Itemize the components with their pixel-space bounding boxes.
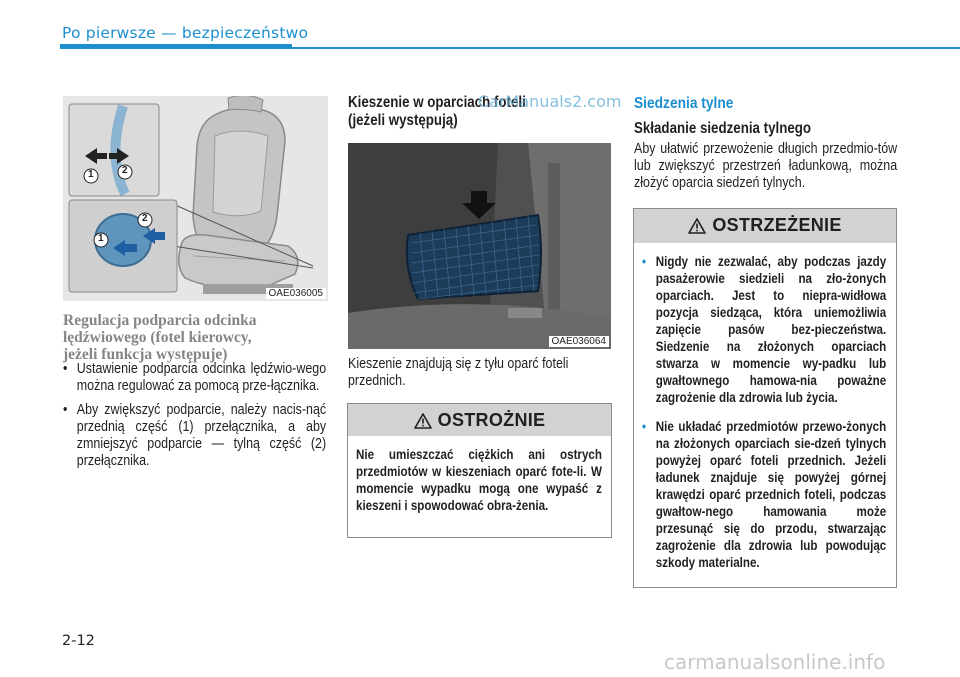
list-item: • Nigdy nie zezwalać, aby podczas jazdy pasażerowie siedzieli na zło-żonych oparciach. Jest to niepra-widłowa pozycja siedząca, która uniemożliwia zapięcie pasów bez-pieczeństwa. Siedzenie na złożonych oparciach stwarza w momencie wy-padku lub gwałtownego hamowa-nia poważne zagrożenie dla zdrowia lub życia. — [642, 253, 886, 406]
warning-triangle-icon — [414, 413, 432, 429]
watermark-top: CarManuals2.com — [478, 92, 622, 111]
warning-title: OSTRZEŻENIE — [712, 215, 842, 235]
page-number: 2-12 — [62, 633, 95, 649]
seat-illustration — [63, 96, 328, 301]
seatback-pocket-title: Kieszenie w oparciach foteli (jeżeli występują) — [348, 94, 526, 129]
list-item: • Nie układać przedmiotów przewo-żonych na złożonych oparciach sie-dzeń tylnych powyżej oparć foteli przednich. Jeżeli ładunek znajduje się powyżej górnej krawędzi oparć przednich foteli, podczas gwałtow-nego hamowania może przesunąć się do przodu, stwarzając zagrożenie dla zdrowia lub powodując szkody materialne. — [642, 418, 886, 571]
header-rule — [60, 47, 960, 49]
warning-header — [634, 209, 896, 243]
caution-box — [347, 403, 612, 538]
caution-text: Nie umieszczać ciężkich ani ostrych przedmiotów w kieszeniach oparć fote-li. W momencie wypadku mogą one wypaść z kieszeni i spowodować obra-żenia. — [356, 447, 602, 513]
watermark-bottom: carmanualsonline.info — [664, 650, 886, 674]
lumbar-instructions — [63, 361, 326, 470]
callout-number-2: 2 — [122, 165, 128, 176]
warning-triangle-icon — [688, 218, 706, 234]
callout-number-2: 2 — [142, 213, 148, 224]
warning-box — [633, 208, 897, 588]
seatback-pocket-figure — [348, 143, 611, 349]
page-section-title: Po pierwsze — bezpieczeństwo — [62, 24, 309, 42]
callout-number-1: 1 — [88, 169, 94, 180]
caution-header — [348, 404, 611, 436]
seat-lumbar-figure — [63, 96, 328, 301]
list-item: • Ustawienie podparcia odcinka lędźwio-wego można regulować za pomocą prze-łącznika. — [63, 361, 326, 395]
rear-fold-description: Aby ułatwić przewożenie długich przedmio-tów lub zwiększyć przestrzeń ładunkową, można złożyć oparcia siedzeń tylnych. — [634, 141, 898, 191]
figure-code: OAE036064 — [549, 336, 610, 347]
rear-seats-heading: Siedzenia tylne — [634, 95, 734, 112]
lumbar-heading: Regulacja podparcia odcinka lędźwiowego (fotel kierowcy, jeżeli funkcja występuje) — [63, 312, 257, 363]
callout-number-1: 1 — [98, 233, 104, 244]
figure-code: OAE036005 — [266, 288, 327, 299]
list-item: • Aby zwiększyć podparcie, należy nacis-nąć przednią część (1) przełącznika, a aby zmniejszyć podparcie — tylną część (2) przełącznika. — [63, 402, 326, 470]
pocket-description: Kieszenie znajdują się z tyłu oparć foteli przednich. — [348, 356, 569, 389]
rear-fold-subheading: Składanie siedzenia tylnego — [634, 120, 812, 137]
warning-list — [642, 253, 886, 571]
caution-title: OSTROŻNIE — [437, 410, 546, 430]
pocket-illustration — [348, 143, 611, 349]
